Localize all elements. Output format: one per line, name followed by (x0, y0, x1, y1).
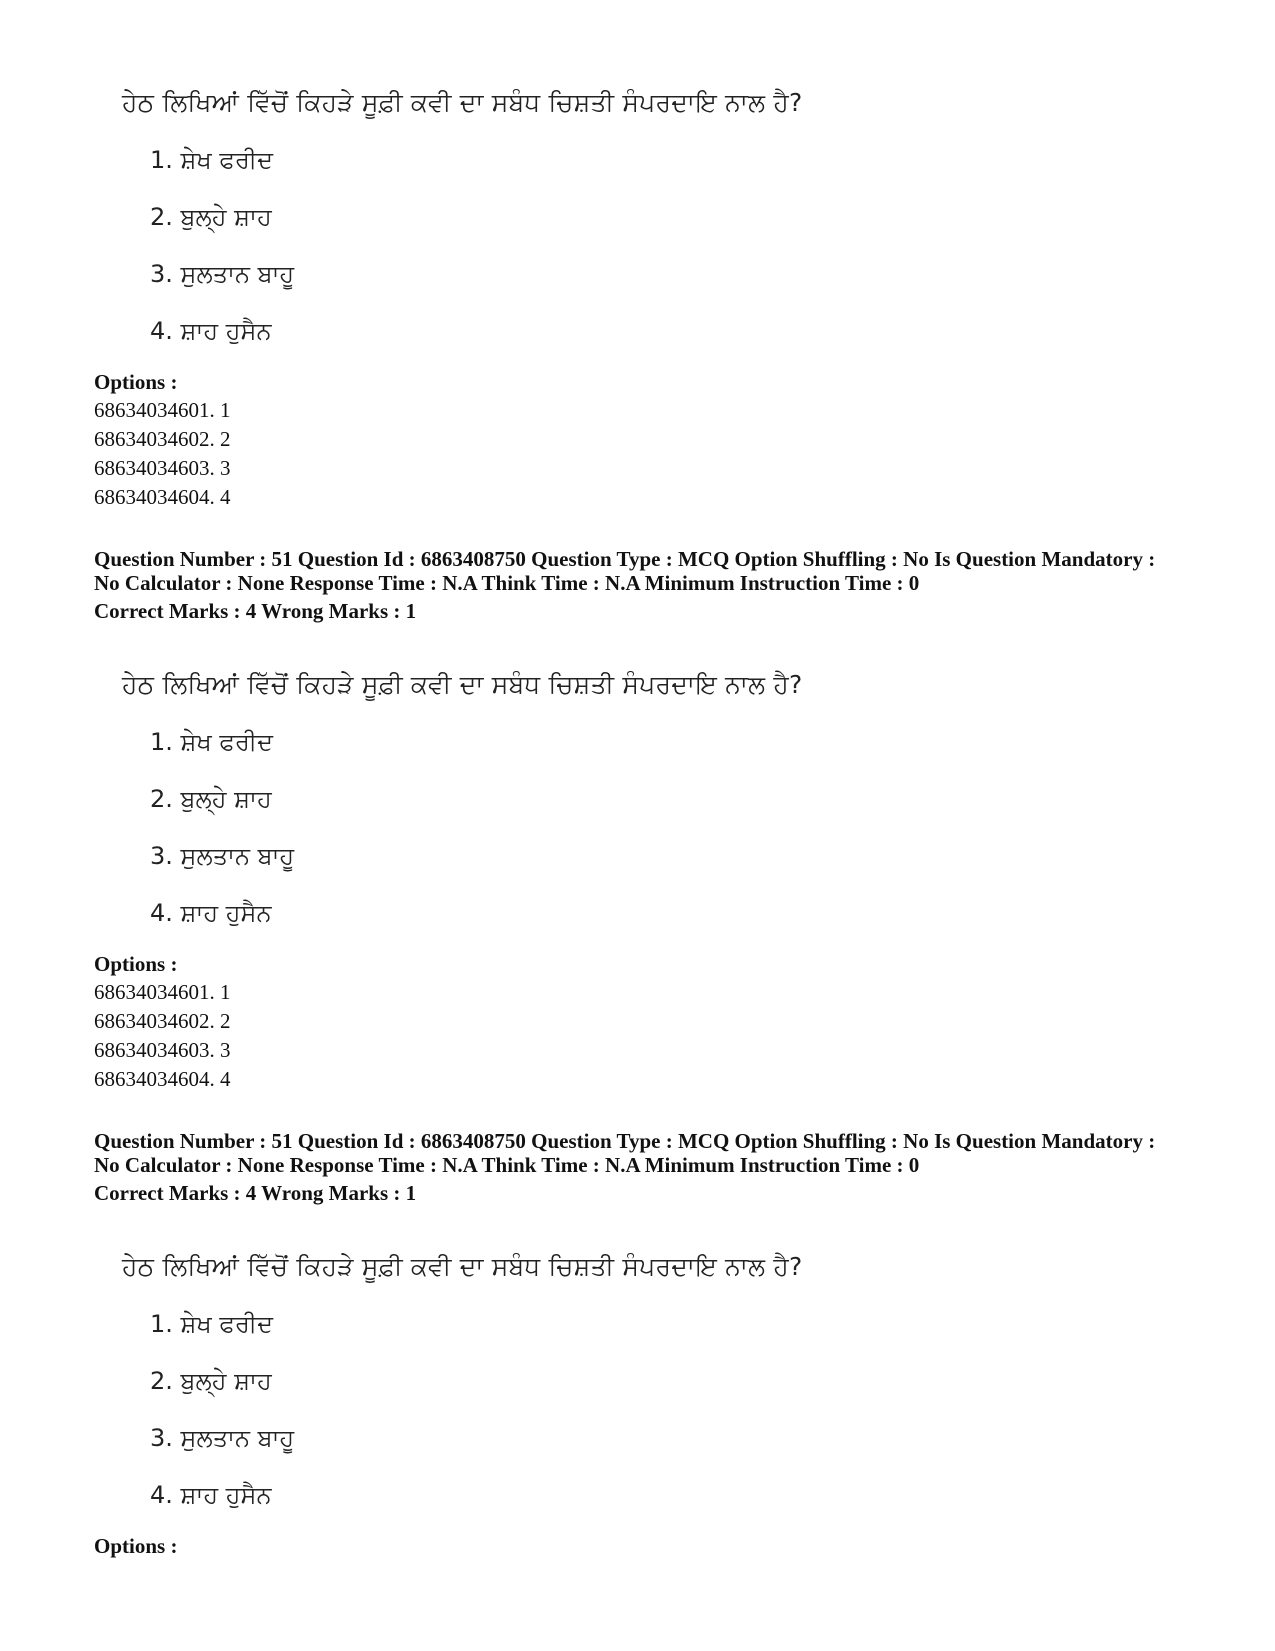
question-text: ਹੇਠ ਲਿਖਿਆਂ ਵਿੱਚੋਂ ਕਿਹੜੇ ਸੂਫ਼ੀ ਕਵੀ ਦਾ ਸਬੰਧ ਚਿਸ਼ਤੀ ਸੰਪਰਦਾਇ ਨਾਲ ਹੈ? (122, 88, 803, 117)
question-text: ਹੇਠ ਲਿਖਿਆਂ ਵਿੱਚੋਂ ਕਿਹੜੇ ਸੂਫ਼ੀ ਕਵੀ ਦਾ ਸਬੰਧ ਚਿਸ਼ਤੀ ਸੰਪਰਦਾਇ ਨਾਲ ਹੈ? (122, 670, 803, 699)
question-meta-line: Question Number : 51 Question Id : 6863408750 Question Type : MCQ Option Shuffling : No Is Question Mandatory : (94, 547, 1156, 571)
option-line: 68634034604. 4 (94, 1067, 231, 1091)
question-meta-line: No Calculator : None Response Time : N.A Think Time : N.A Minimum Instruction Time : 0 (94, 571, 920, 595)
option-line: 68634034601. 1 (94, 980, 231, 1004)
question-text: ਹੇਠ ਲਿਖਿਆਂ ਵਿੱਚੋਂ ਕਿਹੜੇ ਸੂਫ਼ੀ ਕਵੀ ਦਾ ਸਬੰਧ ਚਿਸ਼ਤੀ ਸੰਪਰਦਾਇ ਨਾਲ ਹੈ? (122, 1252, 803, 1281)
options-label: Options : (94, 1534, 178, 1558)
question-meta-line: No Calculator : None Response Time : N.A Think Time : N.A Minimum Instruction Time : 0 (94, 1153, 920, 1177)
marks-line: Correct Marks : 4 Wrong Marks : 1 (94, 1181, 417, 1205)
option-line: 68634034601. 1 (94, 398, 231, 422)
question-choice: 1. ਸ਼ੇਖ ਫਰੀਦ (150, 1310, 274, 1338)
question-choice: 2. ਬੁਲ੍ਹੇ ਸ਼ਾਹ (150, 1367, 272, 1395)
question-choice: 3. ਸੁਲਤਾਨ ਬਾਹੂ (150, 842, 295, 870)
option-line: 68634034602. 2 (94, 427, 231, 451)
question-meta-line: Question Number : 51 Question Id : 6863408750 Question Type : MCQ Option Shuffling : No Is Question Mandatory : (94, 1129, 1156, 1153)
question-choice: 1. ਸ਼ੇਖ ਫਰੀਦ (150, 728, 274, 756)
question-choice: 2. ਬੁਲ੍ਹੇ ਸ਼ਾਹ (150, 785, 272, 813)
marks-line: Correct Marks : 4 Wrong Marks : 1 (94, 599, 417, 623)
question-choice: 2. ਬੁਲ੍ਹੇ ਸ਼ਾਹ (150, 203, 272, 231)
question-choice: 4. ਸ਼ਾਹ ਹੁਸੈਨ (150, 899, 272, 927)
question-choice: 4. ਸ਼ਾਹ ਹੁਸੈਨ (150, 317, 272, 345)
options-label: Options : (94, 370, 178, 394)
option-line: 68634034603. 3 (94, 1038, 231, 1062)
question-choice: 4. ਸ਼ਾਹ ਹੁਸੈਨ (150, 1481, 272, 1509)
option-line: 68634034602. 2 (94, 1009, 231, 1033)
options-label: Options : (94, 952, 178, 976)
question-choice: 3. ਸੁਲਤਾਨ ਬਾਹੂ (150, 260, 295, 288)
option-line: 68634034603. 3 (94, 456, 231, 480)
option-line: 68634034604. 4 (94, 485, 231, 509)
question-choice: 3. ਸੁਲਤਾਨ ਬਾਹੂ (150, 1424, 295, 1452)
question-choice: 1. ਸ਼ੇਖ ਫਰੀਦ (150, 146, 274, 174)
